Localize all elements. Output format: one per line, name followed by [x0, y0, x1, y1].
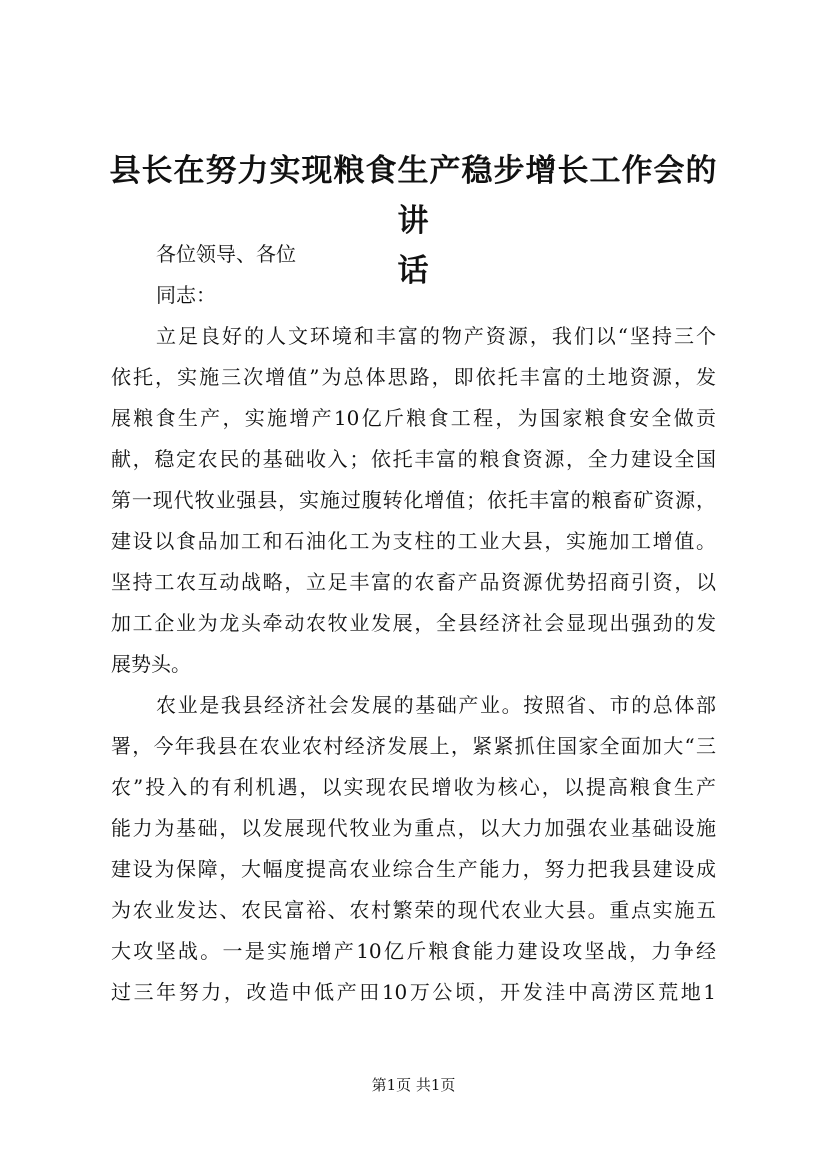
paragraph-2-line: 农业是我县经济社会发展的基础产业。按照省、市的总体部: [156, 693, 716, 717]
paragraph-1-line: 第一现代牧业强县，实施过腹转化增值；依托丰富的粮畜矿资源，: [111, 488, 716, 512]
salutation-line: 同志：: [156, 283, 216, 307]
paragraph-2-line: 大攻坚战。一是实施增产10亿斤粮食能力建设攻坚战，力争经: [111, 939, 716, 963]
paragraph-2-line: 署，今年我县在农业农村经济发展上，紧紧抓住国家全面加大“三: [111, 734, 716, 758]
paragraph-1-line: 建设以食品加工和石油化工为支柱的工业大县，实施加工增值。: [111, 529, 716, 553]
paragraph-2-line: 农”投入的有利机遇，以实现农民增收为核心，以提高粮食生产: [111, 775, 716, 799]
paragraph-1-line: 依托，实施三次增值”为总体思路，即依托丰富的土地资源，发: [111, 365, 716, 389]
paragraph-1-line: 献，稳定农民的基础收入；依托丰富的粮食资源，全力建设全国: [111, 447, 716, 471]
paragraph-1-line: 坚持工农互动战略，立足丰富的农畜产品资源优势招商引资，以: [111, 570, 716, 594]
paragraph-1-line: 展势头。: [111, 652, 191, 676]
paragraph-1-line: 立足良好的人文环境和丰富的物产资源，我们以“坚持三个: [156, 324, 716, 348]
title-line-2: 话: [397, 253, 430, 289]
paragraph-1-line: 展粮食生产，实施增产10亿斤粮食工程，为国家粮食安全做贡: [111, 406, 716, 430]
salutation-line: 各位领导、各位: [156, 242, 296, 266]
paragraph-2-line: 为农业发达、农民富裕、农村繁荣的现代农业大县。重点实施五: [111, 898, 716, 922]
paragraph-2-line: 能力为基础，以发展现代牧业为重点，以大力加强农业基础设施: [111, 816, 716, 840]
document-body: [111, 234, 716, 1013]
page-footer: 第1页 共1页: [371, 1076, 456, 1094]
paragraph-2-line: 建设为保障，大幅度提高农业综合生产能力，努力把我县建设成: [111, 857, 716, 881]
paragraph-1-line: 加工企业为龙头牵动农牧业发展，全县经济社会显现出强劲的发: [111, 611, 716, 635]
title-line-1: 县长在努力实现粮食生产稳步增长工作会的讲: [109, 153, 718, 239]
paragraph-2-line: 过三年努力，改造中低产田10万公顷，开发洼中高涝区荒地1: [111, 980, 716, 1004]
